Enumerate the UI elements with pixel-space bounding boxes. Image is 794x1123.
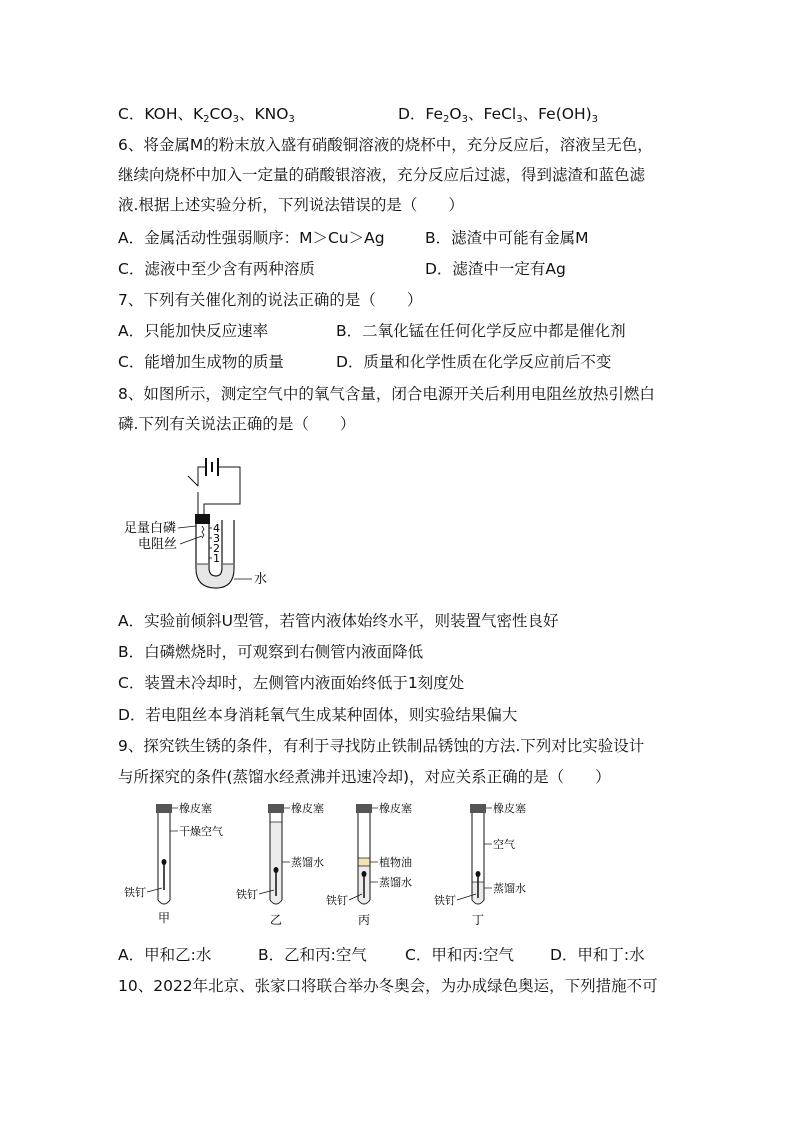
q9-stem-line1: 9、探究铁生锈的条件，有利于寻找防止铁制品锈蚀的方法.下列对比实验设计 xyxy=(118,737,645,755)
q6-stem-line3: 液.根据上述实验分析，下列说法错误的是（ ） xyxy=(118,196,464,214)
q6-option-a: A．金属活动性强弱顺序：M＞Cu＞Ag xyxy=(118,229,385,247)
q7-stem: 7、下列有关催化剂的说法正确的是（ ） xyxy=(118,291,423,309)
tube-jia-dry-air-label: 干燥空气 xyxy=(179,825,223,838)
leader-line xyxy=(147,888,162,892)
scale-label-3: 3 xyxy=(213,532,220,545)
nail-head xyxy=(362,871,367,877)
q6-option-b: B．滤渣中可能有金属M xyxy=(425,229,589,247)
q9-option-a: A．甲和乙:水 xyxy=(118,946,212,964)
q8-option-d: D．若电阻丝本身消耗氧气生成某种固体，则实验结果偏大 xyxy=(118,706,518,724)
q7-option-d: D．质量和化学性质在化学反应前后不变 xyxy=(336,353,612,371)
tube-jia xyxy=(124,801,223,925)
tube-glass xyxy=(158,813,170,904)
rubber-stopper xyxy=(356,804,372,813)
nail-head xyxy=(274,867,279,873)
scale-label-1: 1 xyxy=(213,552,220,565)
tube-yi-name: 乙 xyxy=(270,913,283,927)
q8-option-a: A．实验前倾斜U型管，若管内液体始终水平，则装置气密性良好 xyxy=(118,612,559,630)
q9-stem-line2: 与所探究的条件(蒸馏水经煮沸并迅速冷却)，对应关系正确的是（ ） xyxy=(118,768,611,786)
label-white-phosphorus: 足量白磷 xyxy=(124,521,177,536)
label-resistance-wire: 电阻丝 xyxy=(138,537,178,552)
rubber-stopper xyxy=(470,804,486,813)
tube-jia-name: 甲 xyxy=(158,911,171,925)
nail-head xyxy=(476,871,481,877)
resistance-coil xyxy=(202,526,204,538)
q7-option-c: C．能增加生成物的质量 xyxy=(118,353,284,371)
scale-label-4: 4 xyxy=(213,522,220,535)
scale-label-2: 2 xyxy=(213,542,220,555)
q10-stem-line1: 10、2022年北京、张家口将联合举办冬奥会，为办成绿色奥运，下列措施不可 xyxy=(118,977,658,995)
tube-bing-nail-label: 铁钉 xyxy=(326,894,348,907)
tube-yi-nail-label: 铁钉 xyxy=(236,888,258,901)
label-water: 水 xyxy=(254,572,268,587)
q7-option-a: A．只能加快反应速率 xyxy=(118,322,269,340)
q5-option-d: D．$Fe_2O_3$、FeCl$_3$、$Fe(OH)_3$ xyxy=(398,105,599,125)
tube-ding-water-label: 蒸馏水 xyxy=(493,882,526,895)
tube-bing xyxy=(326,801,412,927)
q9-option-c: C．甲和丙:空气 xyxy=(405,946,515,964)
rubber-stopper xyxy=(268,804,284,813)
q9-option-d: D．甲和丁:水 xyxy=(550,946,645,964)
switch-lever xyxy=(188,476,198,486)
tube-bing-name: 丙 xyxy=(358,913,371,927)
tube-bing-stopper-label: 橡皮塞 xyxy=(379,802,412,815)
tube-ding-stopper-label: 橡皮塞 xyxy=(493,802,526,815)
test-tubes-figure xyxy=(118,800,578,935)
tube-ding-air-label: 空气 xyxy=(493,838,515,851)
q8-option-b: B．白磷燃烧时，可观察到右侧管内液面降低 xyxy=(118,643,424,661)
q6-option-c: C．滤液中至少含有两种溶质 xyxy=(118,260,315,278)
q6-stem-line1: 6、将金属M的粉末放入盛有硝酸铜溶液的烧杯中，充分反应后，溶液呈无色， xyxy=(118,136,653,154)
circuit-wire xyxy=(198,467,206,486)
q5-option-c: C．KOH、$K_2CO_3$、$KNO_3$ xyxy=(118,105,295,125)
q9-option-b: B．乙和丙:空气 xyxy=(258,946,367,964)
tube-ding xyxy=(434,801,526,927)
nail-head xyxy=(162,859,167,865)
q6-option-d: D．滤渣中一定有Ag xyxy=(425,260,566,278)
tube-ding-nail-label: 铁钉 xyxy=(434,894,456,907)
q7-option-b: B．二氧化锰在任何化学反应中都是催化剂 xyxy=(336,322,626,340)
q8-stem-line1: 8、如图所示，测定空气中的氧气含量，闭合电源开关后利用电阻丝放热引燃白 xyxy=(118,385,655,403)
tube-ding-name: 丁 xyxy=(472,913,485,927)
q6-stem-line2: 继续向烧杯中加入一定量的硝酸银溶液，充分反应后过滤，得到滤渣和蓝色滤 xyxy=(118,166,646,184)
vegetable-oil-layer xyxy=(359,858,370,866)
rubber-stopper xyxy=(156,804,172,813)
circuit-wire xyxy=(204,467,240,514)
tube-bing-oil-label: 植物油 xyxy=(379,856,412,869)
tube-yi xyxy=(236,801,324,927)
leader-line xyxy=(178,526,196,528)
leader-line xyxy=(180,536,202,544)
u-tube-figure xyxy=(118,446,288,596)
tube-bing-water-label: 蒸馏水 xyxy=(379,876,412,889)
stopper xyxy=(195,514,210,524)
u-tube-diagram xyxy=(118,446,288,596)
tube-jia-nail-label: 铁钉 xyxy=(124,886,146,899)
q8-stem-line2: 磷.下列有关说法正确的是（ ） xyxy=(118,415,356,433)
test-tubes-diagram xyxy=(118,800,578,935)
q8-option-c: C．装置未冷却时，左侧管内液面始终低于1刻度处 xyxy=(118,674,465,692)
tube-yi-water-label: 蒸馏水 xyxy=(291,856,324,869)
tube-jia-stopper-label: 橡皮塞 xyxy=(179,802,212,815)
tube-yi-stopper-label: 橡皮塞 xyxy=(291,802,324,815)
